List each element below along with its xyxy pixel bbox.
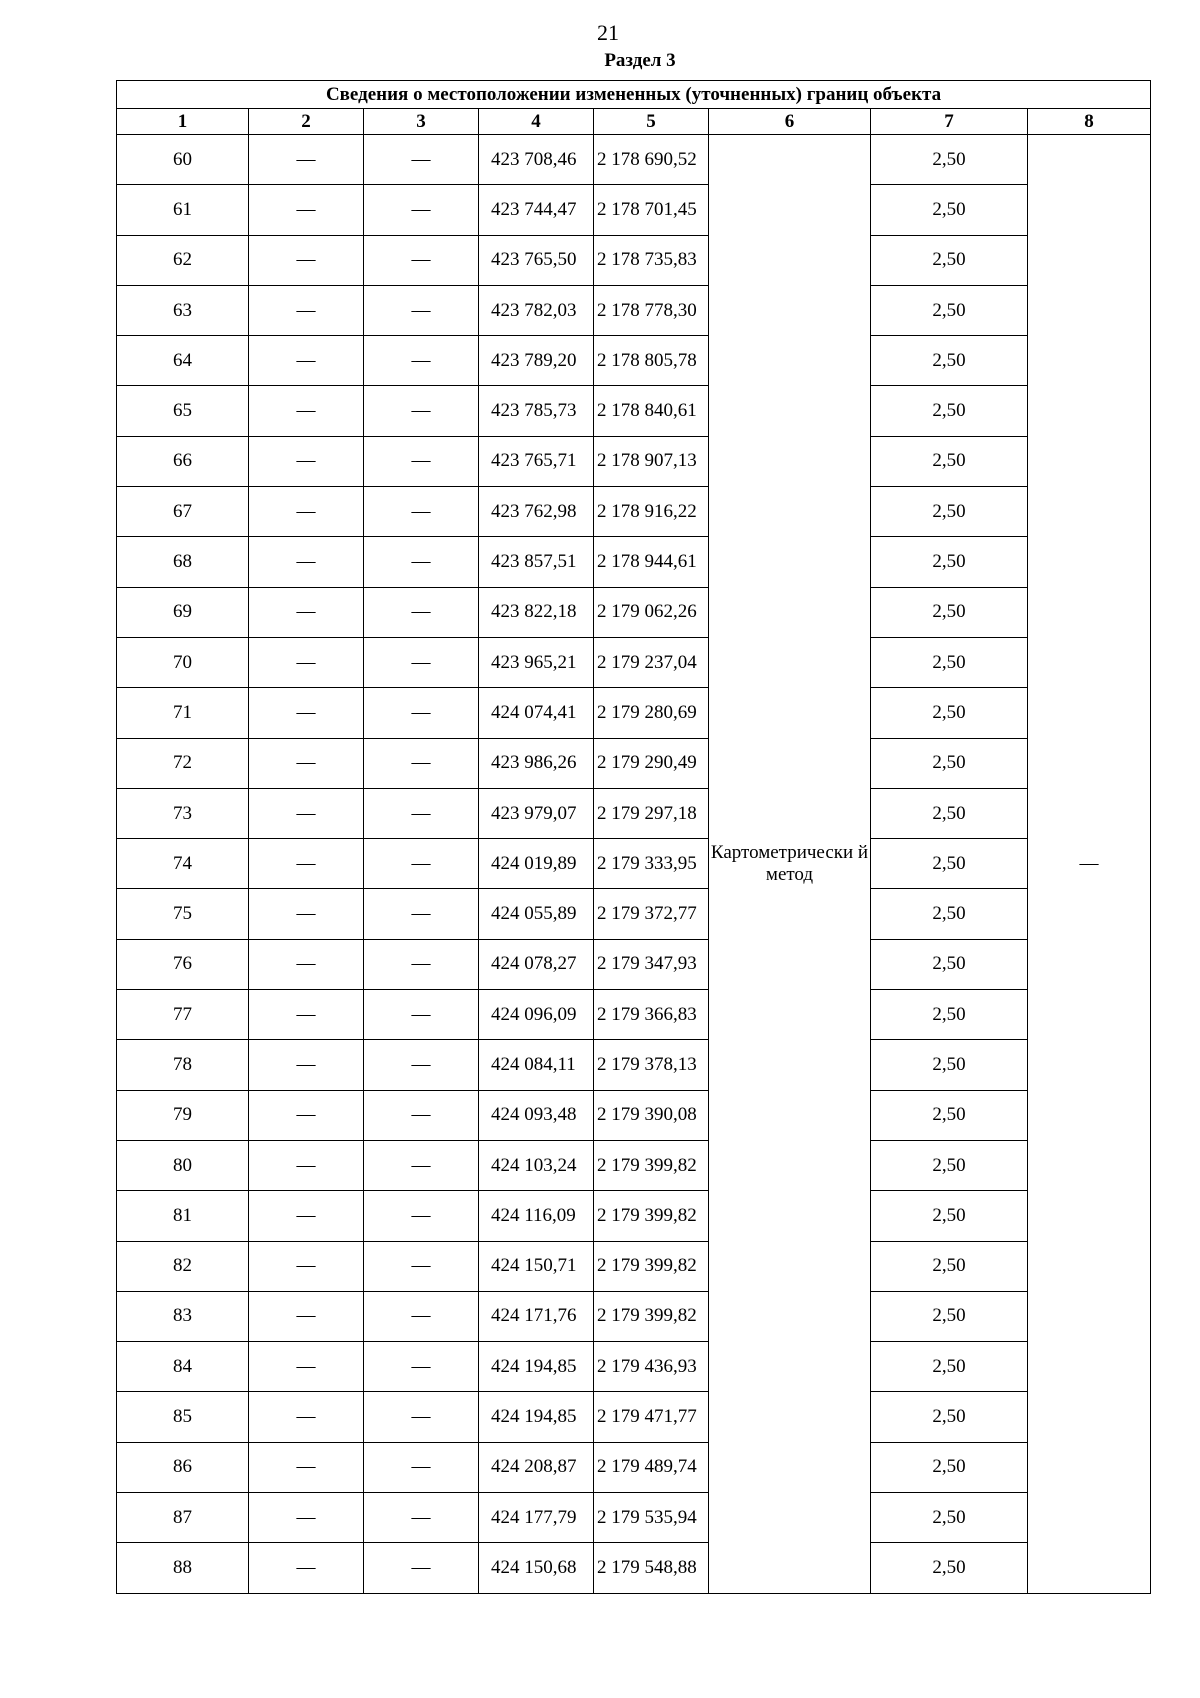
table-row — [117, 1241, 1151, 1291]
y-coordinate-cell: 2 179 399,82 — [594, 1291, 709, 1341]
point-number-cell: 72 — [117, 738, 249, 788]
y-coordinate-cell: 2 178 916,22 — [594, 487, 709, 537]
accuracy-cell: 2,50 — [871, 1040, 1028, 1090]
x-coordinate-cell: 424 116,09 — [479, 1191, 594, 1241]
x-coordinate-cell: 424 208,87 — [479, 1442, 594, 1492]
table-row — [117, 788, 1151, 838]
point-number-cell: 69 — [117, 587, 249, 637]
accuracy-cell: 2,50 — [871, 990, 1028, 1040]
point-number-cell: 62 — [117, 235, 249, 285]
col2-cell: — — [249, 738, 364, 788]
table-row — [117, 1040, 1151, 1090]
col3-cell: — — [364, 1342, 479, 1392]
accuracy-cell: 2,50 — [871, 1493, 1028, 1543]
accuracy-cell: 2,50 — [871, 1140, 1028, 1190]
col3-cell: — — [364, 1140, 479, 1190]
accuracy-cell: 2,50 — [871, 285, 1028, 335]
table-row — [117, 1140, 1151, 1190]
x-coordinate-cell: 423 744,47 — [479, 185, 594, 235]
accuracy-cell: 2,50 — [871, 235, 1028, 285]
accuracy-cell: 2,50 — [871, 839, 1028, 889]
accuracy-cell: 2,50 — [871, 1543, 1028, 1593]
table-row — [117, 235, 1151, 285]
col2-cell: — — [249, 436, 364, 486]
col2-cell: — — [249, 1191, 364, 1241]
y-coordinate-cell: 2 178 735,83 — [594, 235, 709, 285]
accuracy-cell: 2,50 — [871, 1191, 1028, 1241]
col3-cell: — — [364, 185, 479, 235]
point-number-cell: 80 — [117, 1140, 249, 1190]
y-coordinate-cell: 2 179 062,26 — [594, 587, 709, 637]
x-coordinate-cell: 423 789,20 — [479, 336, 594, 386]
table-row — [117, 436, 1151, 486]
table-row — [117, 1543, 1151, 1593]
x-coordinate-cell: 424 055,89 — [479, 889, 594, 939]
point-number-cell: 83 — [117, 1291, 249, 1341]
col3-cell: — — [364, 285, 479, 335]
table-row — [117, 185, 1151, 235]
table-row — [117, 1493, 1151, 1543]
col3-cell: — — [364, 839, 479, 889]
table-row — [117, 839, 1151, 889]
page-number: 21 — [597, 20, 619, 45]
col2-cell: — — [249, 1140, 364, 1190]
point-number-cell: 87 — [117, 1493, 249, 1543]
table-body — [117, 135, 1151, 1594]
table-row — [117, 1090, 1151, 1140]
col2-cell: — — [249, 336, 364, 386]
col2-cell: — — [249, 1342, 364, 1392]
accuracy-cell: 2,50 — [871, 939, 1028, 989]
point-number-cell: 82 — [117, 1241, 249, 1291]
col2-cell: — — [249, 990, 364, 1040]
point-number-cell: 77 — [117, 990, 249, 1040]
y-coordinate-cell: 2 179 489,74 — [594, 1442, 709, 1492]
y-coordinate-cell: 2 178 778,30 — [594, 285, 709, 335]
y-coordinate-cell: 2 179 366,83 — [594, 990, 709, 1040]
col3-cell: — — [364, 1442, 479, 1492]
y-coordinate-cell: 2 178 840,61 — [594, 386, 709, 436]
point-number-cell: 88 — [117, 1543, 249, 1593]
col2-cell: — — [249, 637, 364, 687]
table-row — [117, 537, 1151, 587]
col3-cell: — — [364, 135, 479, 185]
y-coordinate-cell: 2 178 907,13 — [594, 436, 709, 486]
col3-cell: — — [364, 1493, 479, 1543]
col3-cell: — — [364, 487, 479, 537]
col3-cell: — — [364, 436, 479, 486]
y-coordinate-cell: 2 179 548,88 — [594, 1543, 709, 1593]
y-coordinate-cell: 2 179 333,95 — [594, 839, 709, 889]
accuracy-cell: 2,50 — [871, 436, 1028, 486]
point-number-cell: 76 — [117, 939, 249, 989]
column-number-8: 8 — [1028, 109, 1151, 135]
point-number-cell: 75 — [117, 889, 249, 939]
point-number-cell: 70 — [117, 637, 249, 687]
x-coordinate-cell: 423 708,46 — [479, 135, 594, 185]
x-coordinate-cell: 423 785,73 — [479, 386, 594, 436]
x-coordinate-cell: 424 019,89 — [479, 839, 594, 889]
column-number-2: 2 — [249, 109, 364, 135]
accuracy-cell: 2,50 — [871, 637, 1028, 687]
col3-cell: — — [364, 1543, 479, 1593]
column-number-row — [117, 109, 1151, 135]
col2-cell: — — [249, 1241, 364, 1291]
point-number-cell: 68 — [117, 537, 249, 587]
column-number-1: 1 — [117, 109, 249, 135]
y-coordinate-cell: 2 179 378,13 — [594, 1040, 709, 1090]
table-row — [117, 587, 1151, 637]
table-row — [117, 135, 1151, 185]
col3-cell: — — [364, 688, 479, 738]
col3-cell: — — [364, 1191, 479, 1241]
y-coordinate-cell: 2 179 399,82 — [594, 1140, 709, 1190]
y-coordinate-cell: 2 179 297,18 — [594, 788, 709, 838]
table-row — [117, 939, 1151, 989]
col2-cell: — — [249, 135, 364, 185]
accuracy-cell: 2,50 — [871, 688, 1028, 738]
accuracy-cell: 2,50 — [871, 587, 1028, 637]
point-number-cell: 66 — [117, 436, 249, 486]
col2-cell: — — [249, 1291, 364, 1341]
table-row — [117, 285, 1151, 335]
col3-cell: — — [364, 386, 479, 436]
column-number-3: 3 — [364, 109, 479, 135]
x-coordinate-cell: 423 965,21 — [479, 637, 594, 687]
col2-cell: — — [249, 537, 364, 587]
point-number-cell: 81 — [117, 1191, 249, 1241]
col2-cell: — — [249, 1543, 364, 1593]
table-row — [117, 990, 1151, 1040]
point-number-cell: 78 — [117, 1040, 249, 1090]
point-number-cell: 85 — [117, 1392, 249, 1442]
x-coordinate-cell: 424 194,85 — [479, 1342, 594, 1392]
accuracy-cell: 2,50 — [871, 336, 1028, 386]
accuracy-cell: 2,50 — [871, 1241, 1028, 1291]
x-coordinate-cell: 424 103,24 — [479, 1140, 594, 1190]
col3-cell: — — [364, 990, 479, 1040]
col2-cell: — — [249, 1090, 364, 1140]
col3-cell: — — [364, 939, 479, 989]
col3-cell: — — [364, 537, 479, 587]
table-row — [117, 688, 1151, 738]
table-row — [117, 738, 1151, 788]
accuracy-cell: 2,50 — [871, 889, 1028, 939]
column-number-5: 5 — [594, 109, 709, 135]
x-coordinate-cell: 423 762,98 — [479, 487, 594, 537]
y-coordinate-cell: 2 179 372,77 — [594, 889, 709, 939]
y-coordinate-cell: 2 179 290,49 — [594, 738, 709, 788]
x-coordinate-cell: 424 194,85 — [479, 1392, 594, 1442]
col2-cell: — — [249, 285, 364, 335]
boundary-coordinates-table — [116, 80, 1151, 1594]
point-number-cell: 63 — [117, 285, 249, 335]
accuracy-cell: 2,50 — [871, 135, 1028, 185]
method-cell: Картометрически й метод — [709, 135, 871, 1594]
point-number-cell: 67 — [117, 487, 249, 537]
point-number-cell: 64 — [117, 336, 249, 386]
col2-cell: — — [249, 939, 364, 989]
x-coordinate-cell: 424 074,41 — [479, 688, 594, 738]
point-number-cell: 84 — [117, 1342, 249, 1392]
column-number-6: 6 — [709, 109, 871, 135]
point-number-cell: 74 — [117, 839, 249, 889]
col2-cell: — — [249, 1442, 364, 1492]
accuracy-cell: 2,50 — [871, 1342, 1028, 1392]
point-number-cell: 86 — [117, 1442, 249, 1492]
x-coordinate-cell: 423 822,18 — [479, 587, 594, 637]
table-row — [117, 1191, 1151, 1241]
col3-cell: — — [364, 1241, 479, 1291]
x-coordinate-cell: 423 986,26 — [479, 738, 594, 788]
y-coordinate-cell: 2 179 471,77 — [594, 1392, 709, 1442]
col2-cell: — — [249, 1040, 364, 1090]
y-coordinate-cell: 2 178 701,45 — [594, 185, 709, 235]
x-coordinate-cell: 424 096,09 — [479, 990, 594, 1040]
x-coordinate-cell: 424 177,79 — [479, 1493, 594, 1543]
col3-cell: — — [364, 1090, 479, 1140]
accuracy-cell: 2,50 — [871, 386, 1028, 436]
x-coordinate-cell: 423 765,71 — [479, 436, 594, 486]
section-title: Раздел 3 — [604, 50, 676, 71]
column-number-4: 4 — [479, 109, 594, 135]
x-coordinate-cell: 424 150,71 — [479, 1241, 594, 1291]
table-row — [117, 386, 1151, 436]
x-coordinate-cell: 424 084,11 — [479, 1040, 594, 1090]
y-coordinate-cell: 2 179 390,08 — [594, 1090, 709, 1140]
table-row — [117, 1442, 1151, 1492]
col2-cell: — — [249, 487, 364, 537]
table-row — [117, 487, 1151, 537]
y-coordinate-cell: 2 179 280,69 — [594, 688, 709, 738]
col2-cell: — — [249, 1392, 364, 1442]
x-coordinate-cell: 423 857,51 — [479, 537, 594, 587]
col3-cell: — — [364, 889, 479, 939]
point-number-cell: 61 — [117, 185, 249, 235]
col2-cell: — — [249, 386, 364, 436]
col3-cell: — — [364, 235, 479, 285]
x-coordinate-cell: 424 078,27 — [479, 939, 594, 989]
col8-cell: — — [1028, 135, 1151, 1594]
col2-cell: — — [249, 185, 364, 235]
col2-cell: — — [249, 889, 364, 939]
point-number-cell: 79 — [117, 1090, 249, 1140]
y-coordinate-cell: 2 179 399,82 — [594, 1191, 709, 1241]
accuracy-cell: 2,50 — [871, 487, 1028, 537]
x-coordinate-cell: 424 171,76 — [479, 1291, 594, 1341]
x-coordinate-cell: 424 150,68 — [479, 1543, 594, 1593]
accuracy-cell: 2,50 — [871, 788, 1028, 838]
y-coordinate-cell: 2 179 535,94 — [594, 1493, 709, 1543]
table-row — [117, 1392, 1151, 1442]
accuracy-cell: 2,50 — [871, 185, 1028, 235]
col2-cell: — — [249, 839, 364, 889]
y-coordinate-cell: 2 179 436,93 — [594, 1342, 709, 1392]
table-row — [117, 889, 1151, 939]
table-row — [117, 637, 1151, 687]
point-number-cell: 73 — [117, 788, 249, 838]
y-coordinate-cell: 2 179 399,82 — [594, 1241, 709, 1291]
point-number-cell: 71 — [117, 688, 249, 738]
y-coordinate-cell: 2 178 805,78 — [594, 336, 709, 386]
table-row — [117, 1342, 1151, 1392]
x-coordinate-cell: 424 093,48 — [479, 1090, 594, 1140]
table-row — [117, 336, 1151, 386]
x-coordinate-cell: 423 765,50 — [479, 235, 594, 285]
accuracy-cell: 2,50 — [871, 1392, 1028, 1442]
accuracy-cell: 2,50 — [871, 1291, 1028, 1341]
y-coordinate-cell: 2 179 347,93 — [594, 939, 709, 989]
col2-cell: — — [249, 1493, 364, 1543]
col3-cell: — — [364, 738, 479, 788]
col2-cell: — — [249, 788, 364, 838]
accuracy-cell: 2,50 — [871, 1090, 1028, 1140]
table-caption: Сведения о местоположении измененных (уточненных) границ объекта — [117, 81, 1151, 109]
col2-cell: — — [249, 688, 364, 738]
col3-cell: — — [364, 1040, 479, 1090]
y-coordinate-cell: 2 178 944,61 — [594, 537, 709, 587]
accuracy-cell: 2,50 — [871, 1442, 1028, 1492]
col3-cell: — — [364, 587, 479, 637]
x-coordinate-cell: 423 782,03 — [479, 285, 594, 335]
point-number-cell: 60 — [117, 135, 249, 185]
accuracy-cell: 2,50 — [871, 537, 1028, 587]
y-coordinate-cell: 2 179 237,04 — [594, 637, 709, 687]
col3-cell: — — [364, 1291, 479, 1341]
column-number-7: 7 — [871, 109, 1028, 135]
col3-cell: — — [364, 1392, 479, 1442]
y-coordinate-cell: 2 178 690,52 — [594, 135, 709, 185]
accuracy-cell: 2,50 — [871, 738, 1028, 788]
col3-cell: — — [364, 637, 479, 687]
col3-cell: — — [364, 788, 479, 838]
col3-cell: — — [364, 336, 479, 386]
col2-cell: — — [249, 587, 364, 637]
point-number-cell: 65 — [117, 386, 249, 436]
col2-cell: — — [249, 235, 364, 285]
x-coordinate-cell: 423 979,07 — [479, 788, 594, 838]
table-row — [117, 1291, 1151, 1341]
